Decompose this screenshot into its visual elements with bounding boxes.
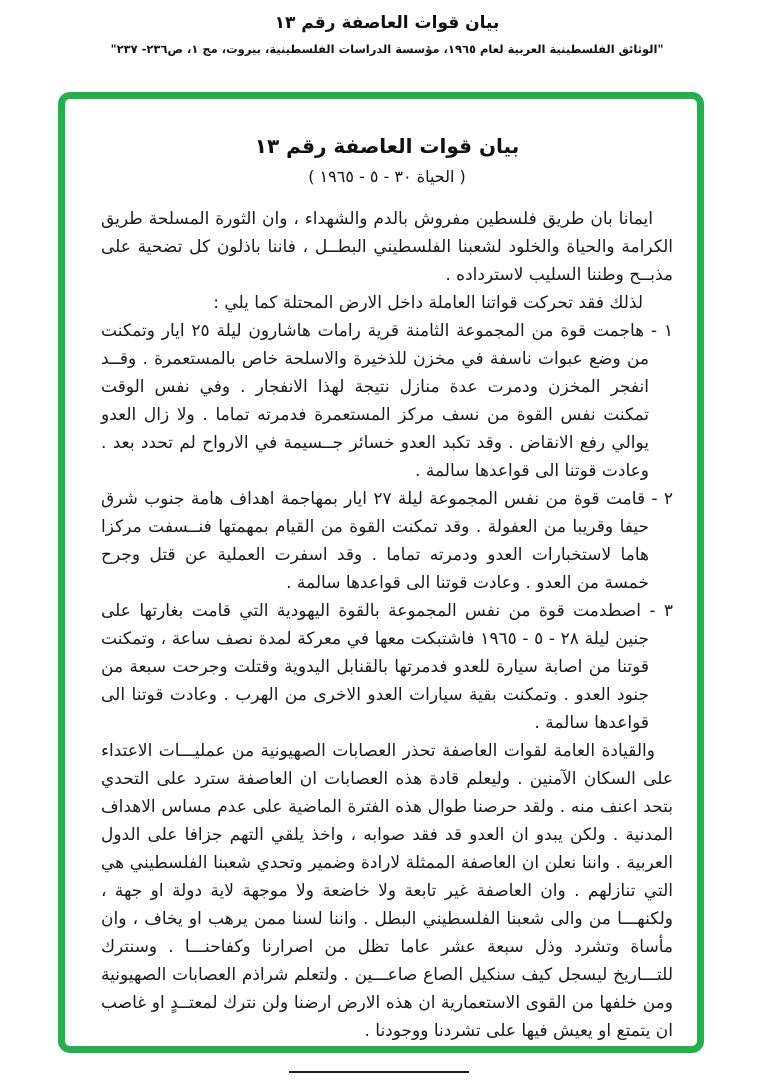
intro-paragraph: ايمانا بان طريق فلسطين مفروش بالدم والشهداء ، وان الثورة المسلحة طريق الكرامة والحياة والخلود لشعبنا الفلسطيني البطــل ، فاننا باذلون كل تضحية على مذبــح وطننا السليب لاسترداده . — [101, 209, 673, 285]
end-rule-divider — [289, 1071, 469, 1073]
document-subtitle: ( الحياة ٣٠ - ٥ - ١٩٦٥ ) — [308, 167, 466, 186]
header-title: بيان قوات العاصفة رقم ١٣ — [274, 13, 500, 33]
item-number: ١ - — [650, 321, 673, 341]
header-citation: "الوثائق الفلسطينية العربية لعام ١٩٦٥، مؤسسة الدراسات الفلسطينية، بيروت، مج ١، ص٢٣٦- ٢٣٧" — [110, 42, 664, 56]
item-text: قامت قوة من نفس المجموعة ليلة ٢٧ ايار بمهاجمة اهداف هامة جنوب شرق حيفا وقريبا من العفولة . وقد تمكنت القوة من القيام بمهمتها فنــسفت مركزا هاما لاستخبارات العدو ودمرته تماما . وقد اسفرت العملية عن قتل وجرح خمسة من العدو . وعادت قوتنا الى قواعدها سالمة . — [101, 489, 649, 593]
bibliographic-header — [0, 13, 774, 56]
green-border-frame — [58, 92, 704, 1053]
list-item — [101, 485, 673, 597]
item-number: ٢ - — [651, 489, 673, 509]
list-item — [101, 317, 673, 485]
item-number: ٣ - — [649, 601, 673, 621]
document-title: بيان قوات العاصفة رقم ١٣ — [254, 134, 520, 158]
lead-in-line: لذلك فقد تحركت قواتنا العاملة داخل الارض المحتلة كما يلي : — [213, 293, 643, 313]
item-text: اصطدمت قوة من نفس المجموعة بالقوة اليهودية التي قامت بغارتها على جنين ليلة ٢٨ - ٥ - ١٩٦٥ فاشتبكت معها في معركة لمدة نصف ساعة ، وتمكنت قوتنا من اصابة سيارة للعدو فدمرتها بالقنابل اليدوية وقتلت وجرحت سبعة من جنود العدو . وتمكنت بقية سيارات العدو الاخرى من الهرب . وعادت قوتنا الى قواعدها سالمة . — [101, 601, 649, 733]
document-body — [65, 99, 697, 1073]
closing-paragraph: والقيادة العامة لقوات العاصفة تحذر العصابات الصهيونية من عمليـــات الاعتداء على السكان الآمنين . وليعلم قادة هذه العصابات ان العاصفة سترد على التحدي بتحد اعنف منه . ولقد حرصنا طوال هذه الفترة الماضية على عدم مساس الاهداف المدنية . ولكن يبدو ان العدو قد فقد صوابه ، واخذ يلقي التهم جزافا على الدول العربية . واننا نعلن ان العاصفة الممثلة لارادة وضمير وتحدي شعبنا الفلسطيني هي التي تنازلهم . وان العاصفة غير تابعة ولا خاضعة ولا موجهة لاية دولة او جهة ، ولكنهـــا من والى شعبنا الفلسطيني البطل . واننا لسنا ممن يرهب او يخاف ، وان مأساة وتشرد وذل سبعة عشر عاما تظل من اصرارنا وكفاحنـــا . وسنترك للتـــاريخ ليسجل كيف سنكيل الصاع صاعـــين . ولتعلم شراذم العصابات الصهيونية ومن خلفها من القوى الاستعمارية ان هذه الارض ارضنا ولن نترك لمعتــدٍ او غاصب ان يتمتع او يعيش فيها على تشردنا ووجودنا . — [101, 741, 673, 1041]
item-text: هاجمت قوة من المجموعة الثامنة قرية رامات هاشارون ليلة ٢٥ ايار وتمكنت من وضع عبوات ناسفة في مخزن للذخيرة والاسلحة خاص بالمستعمرة . وقــد انفجر المخزن ودمرت عدة منازل نتيجة لهذا الانفجار . وفي نفس الوقت تمكنت نفس القوة من نسف مركز المستعمرة فدمرته تماما . ولا زال العدو يوالي رفع الانقاض . وقد تكبد العدو خسائر جــسيمة في الارواح لم تحدد بعد . وعادت قوتنا الى قواعدها سالمة . — [101, 321, 649, 481]
list-item — [101, 597, 673, 737]
